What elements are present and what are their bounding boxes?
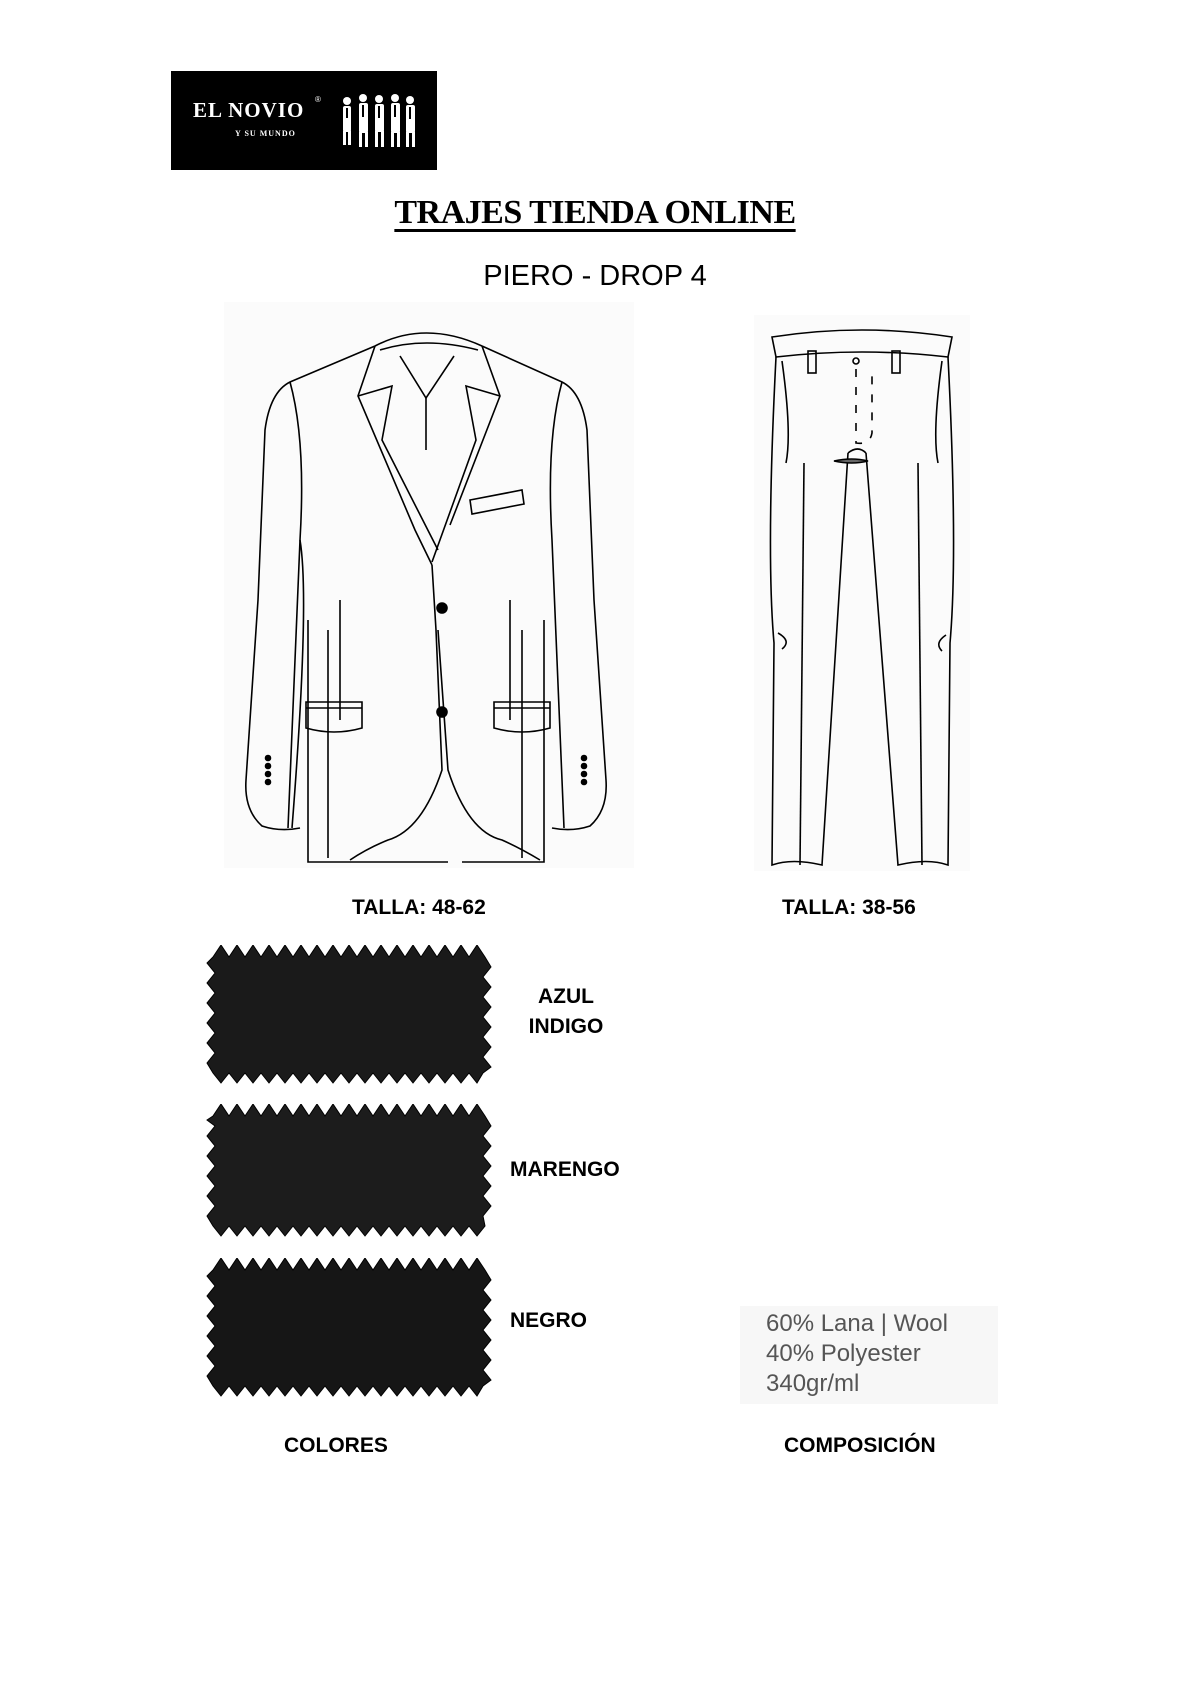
color-label-azul-indigo	[510, 982, 622, 1042]
color-label-negro: NEGRO	[510, 1309, 588, 1332]
trousers-drawing	[752, 313, 972, 873]
color-label-line: AZUL	[538, 985, 594, 1008]
composition-box	[740, 1306, 998, 1404]
composition-section-label: COMPOSICIÓN	[784, 1434, 936, 1457]
composition-line: 40% Polyester	[766, 1340, 921, 1367]
logo-brand-text: EL NOVIO	[193, 98, 305, 122]
composition-line: 340gr/ml	[766, 1370, 860, 1397]
swatch-azul-indigo	[205, 945, 497, 1090]
jacket-drawing	[210, 300, 640, 870]
swatch-marengo	[205, 1104, 497, 1244]
swatch-negro	[205, 1258, 497, 1403]
colors-section-label: COLORES	[284, 1434, 388, 1457]
logo-registered-mark: ®	[315, 95, 321, 104]
composition-line: 60% Lana | Wool	[766, 1310, 948, 1337]
logo-tagline: Y SU MUNDO	[235, 129, 296, 138]
brand-logo	[171, 71, 437, 170]
color-label-marengo: MARENGO	[510, 1158, 620, 1181]
color-label-line: INDIGO	[528, 1015, 604, 1038]
trousers-size-label: TALLA: 38-56	[782, 896, 916, 919]
jacket-size-label: TALLA: 48-62	[352, 896, 486, 919]
groom-figures-icon	[337, 93, 421, 149]
model-title: PIERO - DROP 4	[483, 260, 707, 292]
page-title: TRAJES TIENDA ONLINE	[394, 194, 796, 231]
